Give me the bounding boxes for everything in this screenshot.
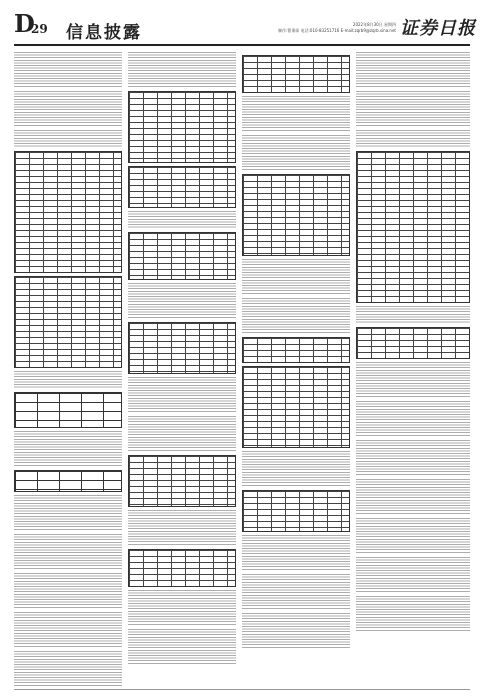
data-table [128,166,236,208]
article-text [14,651,122,686]
article-text [242,298,350,334]
data-table [128,232,236,280]
article-text [14,573,122,609]
article-text [14,91,122,127]
page-header [0,0,484,44]
article-text [14,52,122,88]
article-text [356,401,470,437]
article-text [242,613,350,649]
article-text [242,96,350,132]
article-text [14,612,122,648]
section-title: 信息披露 [66,23,142,43]
article-text [242,451,350,487]
page-number: 29 [31,22,48,36]
data-table [356,151,470,303]
article-text [14,130,122,148]
article-text [14,534,122,570]
data-table [242,55,350,93]
column-1 [14,52,122,686]
data-table [14,392,122,428]
article-text [128,510,236,546]
data-table [128,322,236,374]
data-table [242,366,350,448]
header-rule [14,44,470,46]
article-text [356,440,470,476]
article-text [242,574,350,610]
date-line: 2022年8月30日 星期四 [352,22,396,27]
article-text [14,431,122,467]
article-text [14,495,122,531]
data-table [128,455,236,507]
masthead-logo: 证券日报 [400,18,476,39]
article-text [356,518,470,554]
column-3 [242,52,350,686]
article-text [242,135,350,171]
article-text [242,259,350,295]
article-text [242,535,350,571]
article-text [128,377,236,413]
article-text [356,479,470,515]
article-text [14,371,122,389]
column-4 [356,52,470,686]
data-table [14,151,122,273]
article-text [356,52,470,88]
article-text [356,557,470,593]
article-text [356,130,470,148]
article-text [128,52,236,88]
article-text [128,590,236,626]
contact-line: 制作:曹秉琛 电话:010-83251716 E-mail:zqrb9@zqrb.sina.net [277,28,396,33]
article-text [356,596,470,632]
header-meta [276,22,396,34]
article-text [356,306,470,324]
data-table [356,327,470,359]
article-text [128,211,236,229]
data-table [128,91,236,163]
data-table [242,174,350,256]
footer-rule [14,689,470,690]
data-table [128,549,236,587]
column-2 [128,52,236,686]
article-text [128,416,236,452]
data-table [14,470,122,492]
data-table [242,337,350,363]
data-table [14,276,122,368]
data-table [242,490,350,532]
page-letter: D [14,9,35,38]
article-text [356,91,470,127]
article-text [128,283,236,319]
article-text [128,629,236,665]
article-text [356,362,470,398]
